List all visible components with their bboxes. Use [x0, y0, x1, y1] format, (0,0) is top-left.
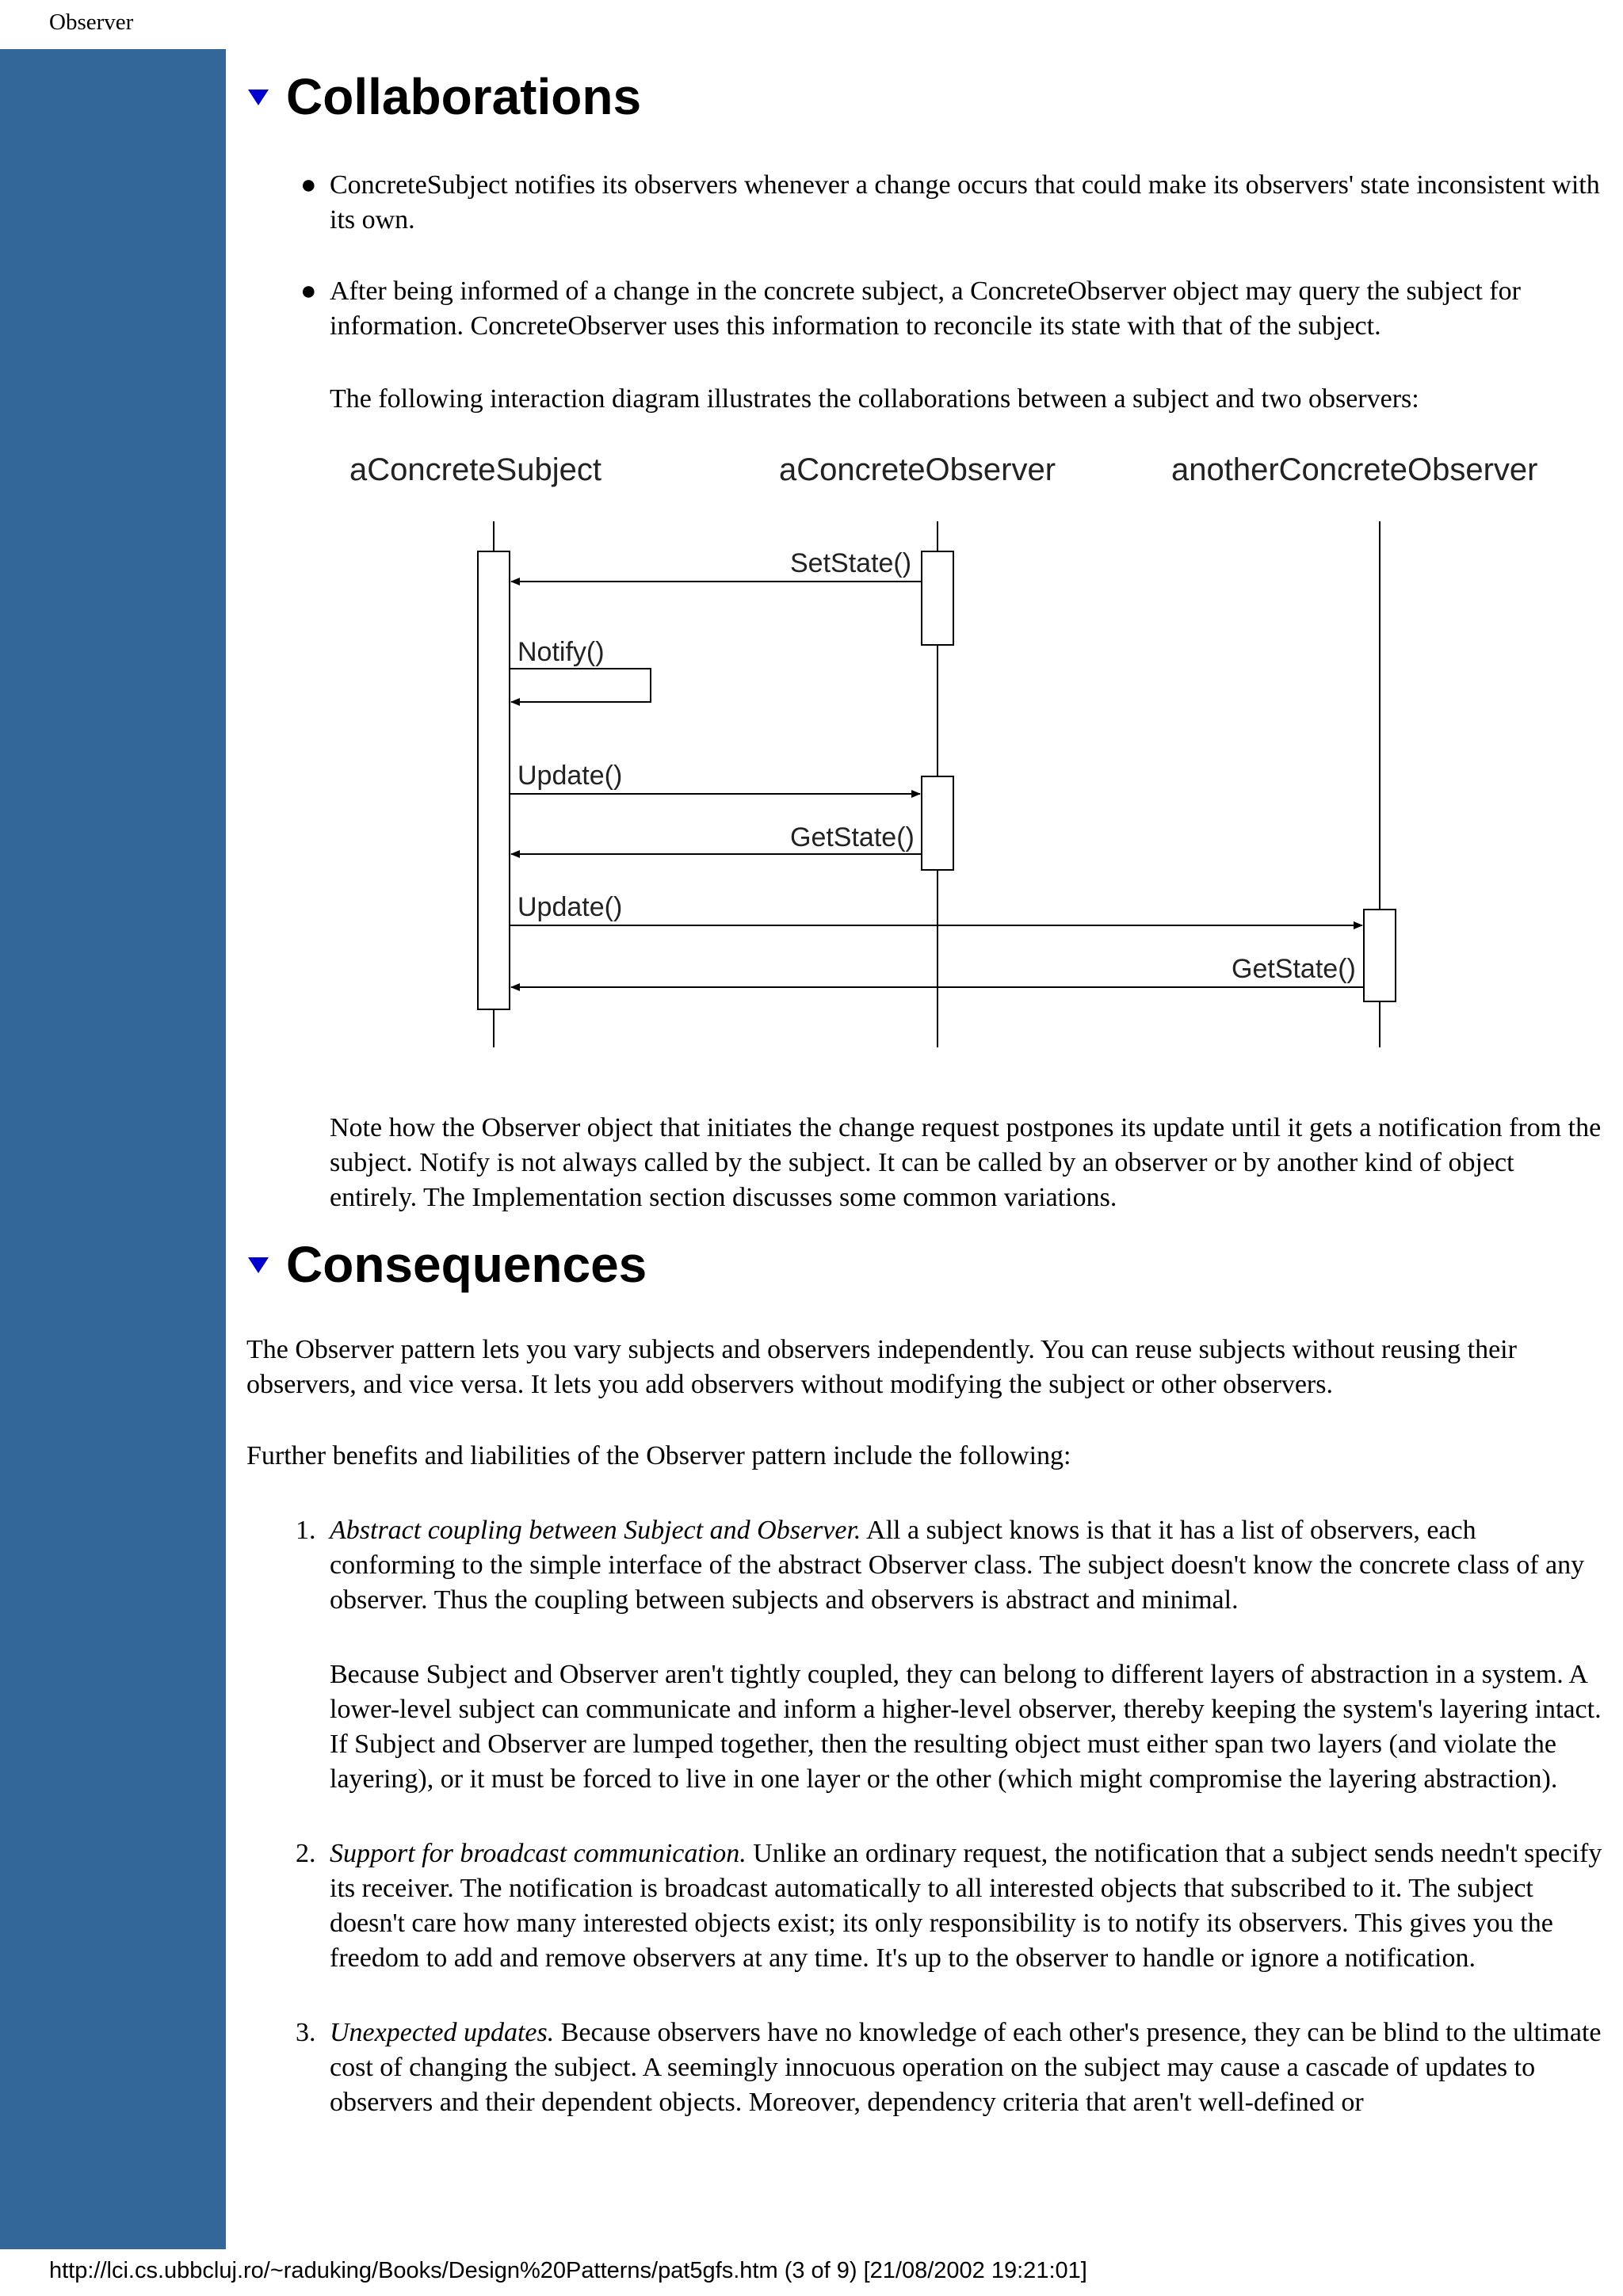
message-label: Notify(): [517, 637, 605, 667]
object-observer-label: aConcreteObserver: [779, 452, 1056, 487]
interaction-diagram: [246, 433, 1606, 1066]
collapse-triangle-icon[interactable]: [246, 85, 270, 109]
bullet-icon: ●: [300, 170, 317, 200]
message-label: GetState(): [790, 822, 915, 852]
observer-activation-1: [922, 551, 953, 645]
message-label: Update(): [517, 761, 623, 791]
consequences-lead: Further benefits and liabilities of the Observer pattern include the following:: [246, 1441, 1071, 1470]
object-another-observer-label: anotherConcreteObserver: [1171, 452, 1538, 487]
page-header-title: Observer: [49, 10, 134, 35]
list-item: 1. Abstract coupling between Subject and Observer. All a subject knows is that it has a list of observers, each conforming to the simple interface of the abstract Observer class. The subject doesn't know the concrete class of any observer. Thus the coupling between subjects and observers is abstract and minimal. Because Subject and Observer aren't tightly coupled, they can belong to different layers of abstraction in a system. A lower-level subject can communicate and inform a higher-level observer, thereby keeping the system's layering intact. If Subject and Observer are lumped together, then the resulting object must either span two layers (and violate the layering), or it must be forced to live in one layer or the other (which might compromise the layering abstraction).: [296, 1516, 1602, 1794]
consequences-list: [246, 1513, 1606, 2120]
consequences-intro: The Observer pattern lets you vary subjects and observers independently. You can reuse subjects without reusing their observers, and vice versa. It lets you add observers without modifying the subject or other observers.: [246, 1335, 1517, 1399]
consequences-heading: Consequences: [286, 1236, 647, 1293]
object-subject-label: aConcreteSubject: [349, 452, 601, 487]
list-item: ● ConcreteSubject notifies its observers whenever a change occurs that could make its observers' state inconsistent with its own.: [246, 168, 1606, 238]
subject-activation: [478, 551, 510, 1009]
left-sidebar: [0, 49, 226, 2249]
collapse-triangle-icon[interactable]: [246, 1253, 270, 1276]
message-label: Update(): [517, 892, 623, 922]
notify-arrow: [510, 669, 651, 702]
main-content: [246, 57, 1606, 2120]
diagram-note: Note how the Observer object that initiates the change request postpones its update until it gets a notification from the subject. Notify is not always called by the subject. It can be called by an observer or by another kind of object entirely. The Implementation section discusses some common variations.: [330, 1113, 1602, 1212]
observer-activation-2: [922, 776, 953, 870]
another-observer-activation: [1364, 910, 1396, 1001]
bullet-icon: ●: [300, 277, 317, 306]
diagram-intro: The following interaction diagram illustrates the collaborations between a subject and two observers:: [330, 384, 1419, 414]
collaborations-list: [246, 168, 1606, 344]
collaborations-heading-row: [246, 57, 1606, 136]
footer-url: http://lci.cs.ubbcluj.ro/~raduking/Books/Design%20Patterns/pat5gfs.htm (3 of 9) [21/08/2002 19:21:01]: [49, 2258, 1087, 2283]
consequences-heading-row: [246, 1225, 1606, 1304]
list-item: 2. Support for broadcast communication. Unlike an ordinary request, the notification that a subject sends needn't specify its receiver. The notification is broadcast automatically to all interested objects that subscribed to it. The subject doesn't care how many interested objects exist; its only responsibility is to notify its observers. This gives you the freedom to add and remove observers at any time. It's up to the observer to handle or ignore a notification.: [296, 1839, 1602, 1973]
list-item: 3. Unexpected updates. Because observers have no knowledge of each other's presence, they can be blind to the ultimate cost of changing the subject. A seemingly innocuous operation on the subject may cause a cascade of updates to observers and their dependent objects. Moreover, dependency criteria that aren't well-defined or: [296, 2018, 1602, 2117]
collaborations-heading: Collaborations: [286, 68, 642, 125]
message-label: SetState(): [790, 548, 912, 578]
list-item: ● After being informed of a change in the concrete subject, a ConcreteObserver object may query the subject for information. ConcreteObserver uses this information to reconcile its state with that of the subject.: [246, 274, 1606, 344]
message-label: GetState(): [1232, 954, 1356, 984]
